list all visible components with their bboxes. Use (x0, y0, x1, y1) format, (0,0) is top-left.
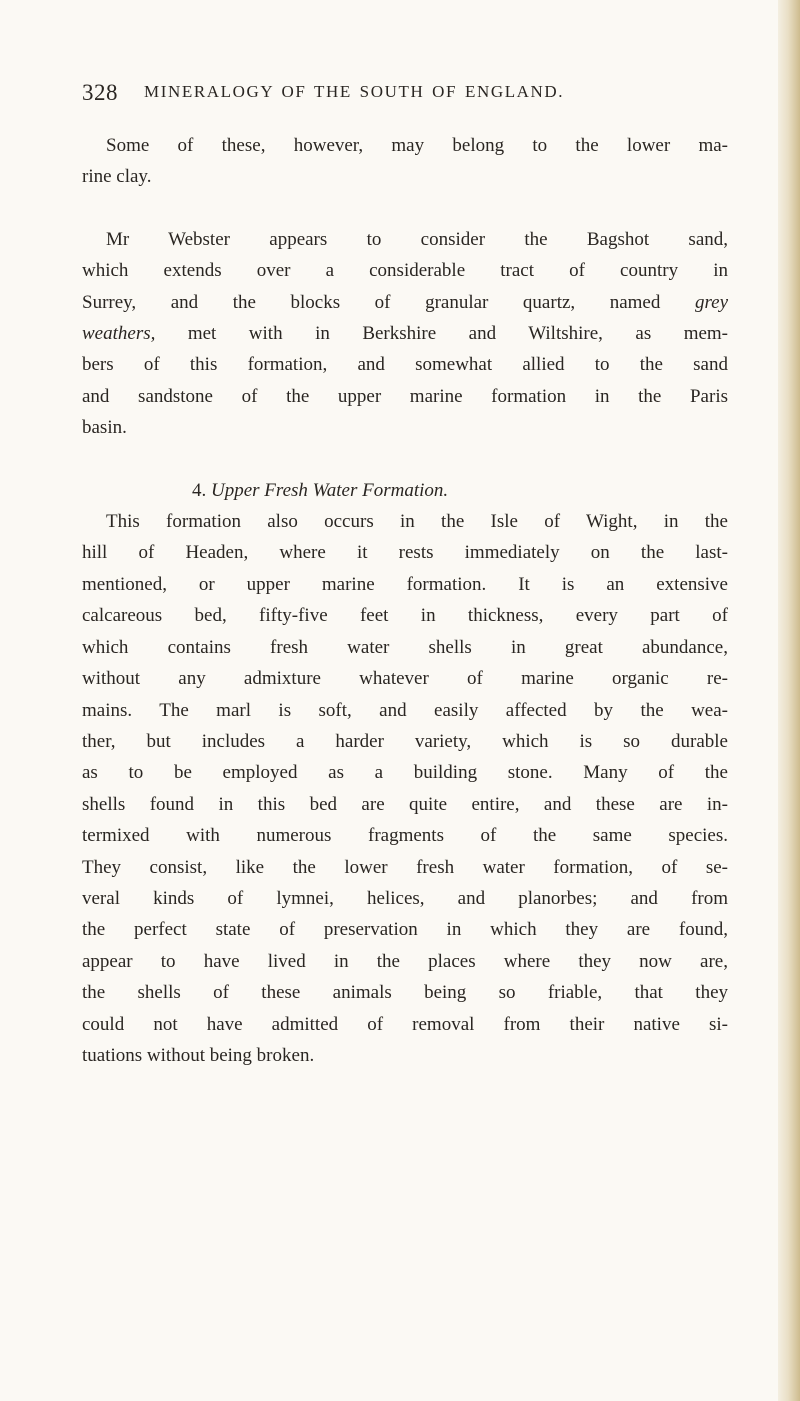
text-line: shells found in this bed are quite entire, and these are in- (82, 793, 728, 815)
paragraph-gap (82, 444, 728, 475)
paragraph-1 (82, 130, 728, 193)
text-line: They consist, like the lower fresh water formation, of se- (82, 856, 728, 878)
section-title: Upper Fresh Water Formation. (211, 479, 449, 501)
text-line: appear to have lived in the places where they now are, (82, 950, 728, 972)
text-line: as to be employed as a building stone. Many of the (82, 762, 728, 784)
text-line: bers of this formation, and somewhat allied to the sand (82, 354, 728, 376)
section-heading (82, 475, 728, 506)
text-line: veral kinds of lymnei, helices, and planorbes; and from (82, 887, 728, 909)
text-line: the shells of these animals being so friable, that they (82, 982, 728, 1004)
text-line: termixed with numerous fragments of the same species. (82, 825, 728, 847)
paragraph-gap (82, 193, 728, 224)
text-line: ther, but includes a harder variety, which is so durable (82, 730, 728, 752)
italic-term: grey (694, 291, 729, 313)
paragraph-3 (82, 506, 728, 1071)
text-span: met with in Berkshire and Wiltshire, as mem- (187, 323, 729, 345)
text-line: mains. The marl is soft, and easily affected by the wea- (82, 699, 728, 721)
text-line: rine clay. (82, 166, 152, 188)
italic-term: weathers, (82, 323, 156, 345)
running-head: MINERALOGY OF THE SOUTH OF ENGLAND. (144, 82, 565, 101)
text-line-with-italic (82, 318, 728, 349)
text-line: which extends over a considerable tract of country in (82, 260, 728, 282)
page-header (82, 80, 722, 110)
text-line: Some of these, however, may belong to the lower ma- (106, 135, 728, 156)
text-line: the perfect state of preservation in which they are found, (82, 919, 728, 941)
page-edge-shadow (778, 0, 800, 1401)
body-text (82, 130, 728, 1071)
paragraph-2 (82, 224, 728, 444)
text-line: could not have admitted of removal from their native si- (82, 1013, 728, 1035)
text-line: tuations without being broken. (82, 1044, 315, 1066)
text-line-with-italic (82, 287, 728, 318)
text-line: hill of Headen, where it rests immediately on the last- (82, 542, 728, 564)
text-line: calcareous bed, fifty-five feet in thickness, every part of (82, 605, 728, 627)
text-line: This formation also occurs in the Isle of Wight, in the (106, 511, 728, 533)
text-line: basin. (82, 417, 127, 439)
page-number: 328 (82, 80, 118, 105)
text-line: and sandstone of the upper marine formation in the Paris (82, 385, 728, 407)
text-line: mentioned, or upper marine formation. It is an extensive (82, 573, 728, 595)
text-line: Mr Webster appears to consider the Bagshot sand, (106, 228, 728, 250)
text-span: Surrey, and the blocks of granular quartz, named (82, 291, 661, 313)
text-line: which contains fresh water shells in great abundance, (82, 636, 728, 658)
section-number: 4. (192, 479, 207, 501)
text-line: without any admixture whatever of marine organic re- (82, 668, 728, 690)
